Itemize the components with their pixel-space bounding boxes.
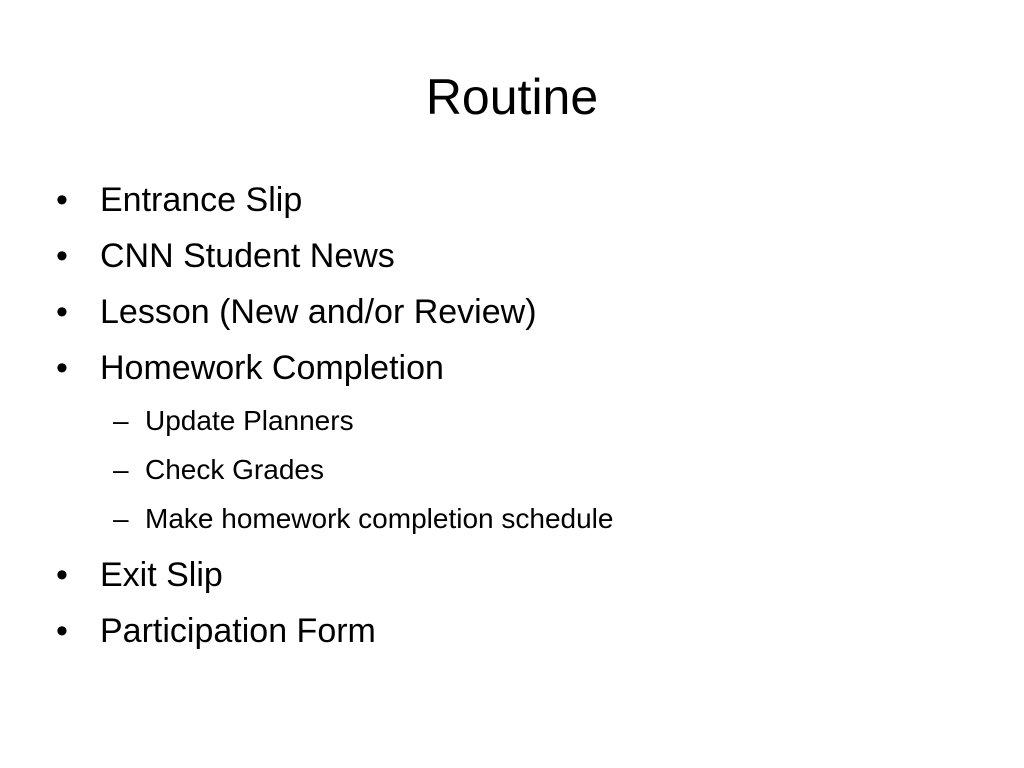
bullet-item-exit-slip (56, 555, 976, 611)
bullet-item-entrance-slip (56, 180, 976, 236)
bullet-marker: • (56, 237, 68, 275)
bullet-text: Lesson (New and/or Review) (100, 293, 537, 331)
subbullet-text: Update Planners (145, 405, 354, 436)
subbullet-text: Make homework completion schedule (145, 503, 614, 534)
bullet-marker: • (56, 612, 68, 650)
subbullet-marker: – (113, 503, 129, 534)
bullet-marker: • (56, 293, 68, 331)
bullet-text: CNN Student News (100, 237, 395, 275)
bullet-item-homework-completion (56, 348, 976, 404)
bullet-marker: • (56, 349, 68, 387)
subbullet-marker: – (113, 454, 129, 485)
bullet-text: Entrance Slip (100, 181, 303, 219)
bullet-item-participation-form (56, 611, 976, 667)
subbullet-item-check-grades (56, 453, 976, 502)
subbullet-marker: – (113, 405, 129, 436)
bullet-text: Participation Form (100, 612, 376, 650)
bullet-text: Exit Slip (100, 556, 223, 594)
bullet-item-lesson (56, 292, 976, 348)
bullet-text: Homework Completion (100, 349, 444, 387)
slide-title: Routine (425, 69, 599, 125)
bullet-list (56, 180, 976, 667)
subbullet-text: Check Grades (145, 454, 324, 485)
subbullet-item-make-schedule (56, 502, 976, 551)
bullet-marker: • (56, 556, 68, 594)
bullet-item-cnn-student-news (56, 236, 976, 292)
bullet-marker: • (56, 181, 68, 219)
subbullet-item-update-planners (56, 404, 976, 453)
